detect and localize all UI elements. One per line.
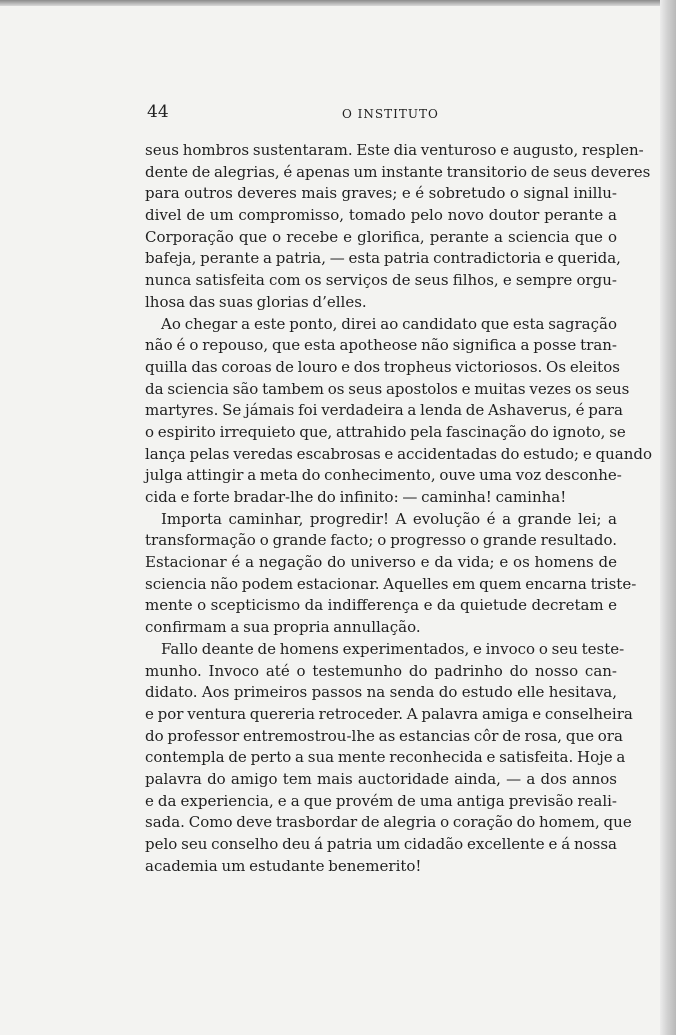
text-line: o espirito irrequieto que, attrahido pela fascinação do ignoto, se [145,422,626,441]
text-line: sciencia não podem estacionar. Aquelles em quem encarna triste- [145,574,637,593]
paragraph [145,314,653,509]
text-line: munho. Invoco até o testemunho do padrinho do nosso can- [145,661,617,680]
text-line: palavra do amigo tem mais auctoridade ainda, — a dos annos [145,769,617,788]
text-line: mente o scepticismo da indifferença e da quietude decretam e [145,596,617,615]
text-line: da sciencia são tambem os seus apostolos e muitas vezes os seus [145,379,630,398]
text-line: transformação o grande facto; o progresso o grande resultado. [145,531,617,550]
page-header [147,102,617,128]
text-line: lança pelas veredas escabrosas e accidentadas do estudo; e quando [145,444,653,463]
text-line: do professor entremostrou-lhe as estancias côr de rosa, que ora [145,726,623,745]
running-title: O INSTITUTO [342,107,439,121]
text-line: academia um estudante benemerito! [145,856,422,875]
text-line: julga attingir a meta do conhecimento, ouve uma voz desconhe- [145,466,622,485]
text-line: bafeja, perante a patria, — esta patria contradictoria e querida, [145,249,621,268]
text-line: Fallo deante de homens experimentados, e invoco o seu teste- [161,639,625,658]
page-top-edge [0,0,676,6]
text-line: Ao chegar a este ponto, direi ao candidato que esta sagração [161,314,617,333]
text-line: Estacionar é a negação do universo e da vida; e os homens de [145,553,617,572]
paragraph [145,639,633,878]
text-line: divel de um compromisso, tomado pelo novo doutor perante a [145,206,617,225]
paragraph [145,509,637,639]
text-line: quilla das coroas de louro e dos tropheus victoriosos. Os eleitos [145,357,620,376]
text-line: contempla de perto a sua mente reconhecida e satisfeita. Hoje a [145,748,626,767]
text-line: para outros deveres mais graves; e é sobretudo o signal inillu- [145,184,617,203]
text-line: confirmam a sua propria annullação. [145,618,421,637]
text-line: e por ventura quereria retroceder. A palavra amiga e conselheira [145,704,633,723]
text-line: martyres. Se jámais foi verdadeira a lenda de Ashaverus, é para [145,401,623,420]
text-line: cida e forte bradar-lhe do infinito: — caminha! caminha! [145,488,567,506]
text-line: sada. Como deve trasbordar de alegria o coração do homem, que [145,813,632,832]
text-line: não é o repouso, que esta apotheose não significa a posse tran- [145,336,617,355]
text-line: dente de alegrias, é apenas um instante transitorio de seus deveres [145,162,651,181]
text-line: nunca satisfeita com os serviços de seus filhos, e sempre orgu- [145,271,617,290]
text-line: pelo seu conselho deu á patria um cidadão excellente e á nossa [145,835,617,853]
text-line: e da experiencia, e a que provém de uma antiga previsão reali- [145,791,617,810]
text-line: Corporação que o recebe e glorifica, perante a sciencia que o [145,227,617,246]
text-line: Importa caminhar, progredir! A evolução é a grande lei; a [161,509,617,528]
text-line: seus hombros sustentaram. Este dia venturoso e augusto, resplen- [145,141,644,159]
body-text [145,140,653,877]
page-number: 44 [147,102,169,122]
page-right-edge [660,0,676,1035]
paragraph [145,140,651,314]
text-line: lhosa das suas glorias d’elles. [145,292,367,311]
text-line: didato. Aos primeiros passos na senda do estudo elle hesitava, [145,683,617,702]
